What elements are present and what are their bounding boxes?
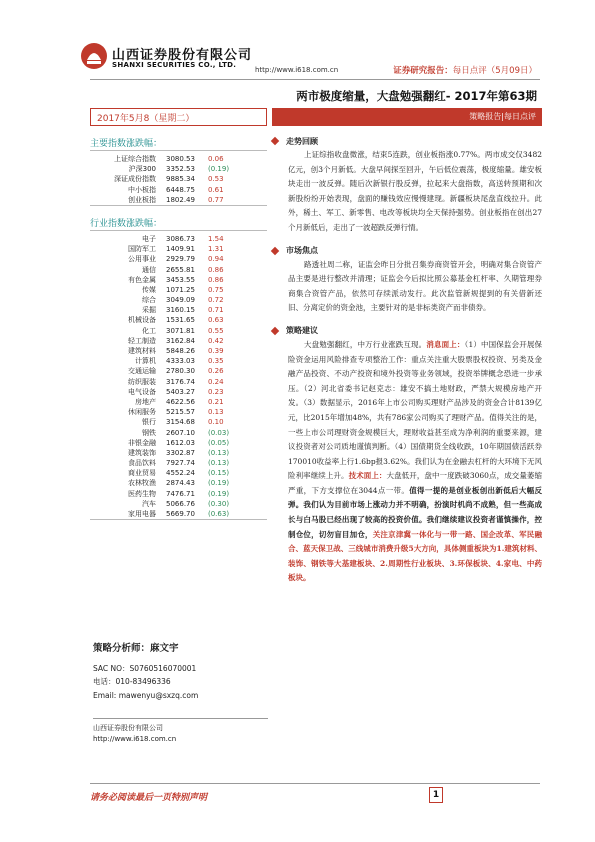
table-row	[90, 254, 267, 264]
table-row	[90, 154, 267, 164]
highlight-text: 技术面上：	[348, 471, 387, 481]
index-name: 休闲服务	[128, 408, 156, 417]
index-change: 0.86	[208, 265, 224, 274]
page-header	[0, 0, 595, 80]
table-row	[90, 164, 267, 174]
index-value: 3176.74	[166, 377, 195, 386]
index-value: 5215.57	[166, 408, 195, 417]
index-change: 0.94	[208, 255, 224, 264]
index-change: 0.39	[208, 347, 224, 355]
index-value: 3086.73	[166, 234, 195, 243]
table-row	[90, 448, 267, 458]
index-value: 1802.49	[166, 195, 195, 204]
table-row	[90, 305, 267, 315]
index-name: 机械设备	[128, 316, 156, 325]
divider	[90, 150, 267, 151]
index-name: 电子	[142, 234, 156, 243]
index-value: 4622.56	[166, 397, 195, 406]
index-change: 0.35	[208, 357, 224, 366]
analyst-email[interactable]: Email: mawenyu@sxzq.com	[93, 690, 199, 700]
index-name: 综合	[142, 296, 156, 305]
analyst-block	[93, 642, 268, 702]
index-name: 食品饮料	[128, 459, 156, 468]
highlight-text: 关注京津冀一体化与一带一路、国企改革、军民融合、蓝天保卫战、三线城市消费升级5大方向，具体侧重板块为1.建筑材料、装饰、钢铁等大基建板块、2.周期性行业板块、3.环保板块、4.家电、中药板块。	[288, 529, 542, 583]
table-row	[90, 468, 267, 478]
divider	[90, 519, 267, 520]
table-row	[90, 478, 267, 488]
table-row	[90, 346, 267, 356]
index-name: 创业板指	[128, 195, 156, 204]
index-value: 2655.81	[166, 265, 195, 274]
text-span: 大盘勉强翻红，中万行业涨跌互现。	[304, 339, 427, 349]
index-name: 交通运输	[128, 367, 156, 376]
index-name: 银行	[142, 418, 156, 427]
highlight-text: 消息面上：	[426, 339, 465, 349]
index-name: 上证综合指数	[114, 155, 156, 163]
analyst-tel: 电话：010-83496336	[93, 677, 171, 686]
table-row	[90, 326, 267, 336]
table-row	[90, 428, 267, 438]
table-row	[90, 458, 267, 468]
main-index-table	[90, 154, 267, 205]
table-row	[90, 407, 267, 417]
index-change: 0.75	[208, 285, 224, 294]
table-row	[90, 315, 267, 325]
table-row	[90, 509, 267, 519]
index-name: 汽车	[142, 499, 156, 508]
index-value: 2929.79	[166, 255, 195, 264]
index-name: 农林牧渔	[128, 479, 156, 488]
index-change: (0.30)	[208, 499, 230, 508]
index-change: 0.10	[208, 418, 224, 427]
index-name: 采掘	[142, 306, 156, 315]
section-heading	[272, 134, 542, 148]
index-name: 纺织服装	[128, 377, 156, 386]
industry-index-heading: 行业指数涨跌幅：	[90, 218, 163, 229]
index-name: 通信	[142, 265, 156, 274]
index-change: 0.23	[208, 387, 224, 396]
index-change: (0.05)	[208, 438, 230, 447]
index-change: 0.21	[208, 397, 224, 406]
index-value: 3352.53	[166, 165, 195, 174]
index-name: 家用电器	[128, 510, 156, 518]
table-row	[90, 295, 267, 305]
page-number: 1	[429, 787, 443, 803]
diamond-bullet-icon	[271, 246, 279, 254]
index-value: 3453.55	[166, 275, 195, 284]
index-value: 7927.74	[166, 459, 195, 468]
text-span: （1）中国保监会开展保险资金运用风险排查专项整治工作：重点关注重大股票股权投资、另类及金融产品投资、不动产投资和境外投资等业务领域，投资举牌概念恐进一步承压。（2）河北省委书记赵克志：雄安不搞土地财政，严禁大规模房地产开发。（3）数据显示，2016年上市公司购买理财产品涉及的资金合计8139亿元，比2015年增加48%，共有786家公司购买了理财产品。值得关注的是，一些上市公司理财资金规模巨大，理财收益甚至成为净利润的重要来源，建议投资者对公司质地谨慎判断。（4）国债期货全线收跌，10年期国债活跃券170010收益率上行1.6bp报3.62%。我们认为在金融去杠杆的大环境下无风险利率继续上升。	[288, 339, 543, 481]
table-row	[90, 275, 267, 285]
index-value: 3071.81	[166, 326, 195, 335]
table-row	[90, 356, 267, 366]
table-row	[90, 285, 267, 295]
index-name: 中小板指	[128, 185, 156, 194]
index-change: 0.71	[208, 306, 224, 315]
section-body	[272, 338, 542, 586]
index-value: 6448.75	[166, 185, 195, 194]
index-change: (0.13)	[208, 448, 230, 457]
index-value: 5669.70	[166, 510, 195, 518]
index-name: 沪深300	[128, 165, 156, 174]
diamond-bullet-icon	[271, 327, 279, 335]
index-change: 0.24	[208, 377, 224, 386]
index-change: (0.19)	[208, 479, 230, 488]
header-divider	[90, 79, 540, 80]
table-row	[90, 417, 267, 427]
sidebar	[90, 108, 267, 520]
index-change: (0.13)	[208, 459, 230, 468]
index-name: 医药生物	[128, 489, 156, 498]
index-value: 5848.26	[166, 347, 195, 355]
index-change: 0.72	[208, 296, 224, 305]
industry-index-table	[90, 234, 267, 519]
index-change: 0.53	[208, 175, 224, 184]
index-value: 3154.68	[166, 418, 195, 427]
index-name: 电气设备	[128, 387, 156, 396]
index-name: 建筑装饰	[128, 448, 156, 457]
index-name: 计算机	[135, 357, 156, 366]
index-name: 钢铁	[142, 428, 156, 437]
section-heading	[272, 324, 542, 338]
report-date: 2017年5月8（星期二）	[90, 108, 267, 126]
index-value: 3080.53	[166, 155, 195, 163]
section-body: 路透社周二称，证监会昨日分批召集券商资管开会，明确对集合资管产品主要是进行整改并清理；证监会今后拟比照公募基金杠杆率、久期管理券商集合资管产品，依然可存续派动发行。此次监管新规提到的有关借新还旧、分离定价的资金池，主要针对的是非标类资产而非债券。	[288, 259, 542, 313]
company-website[interactable]: http://www.i618.com.cn	[93, 735, 177, 743]
company-short-name: 山西证券股份有限公司	[93, 724, 163, 732]
report-type	[393, 64, 537, 76]
index-change: (0.19)	[208, 165, 230, 174]
index-change: 0.86	[208, 275, 224, 284]
index-change: (0.03)	[208, 428, 230, 437]
text-span: 大盘低开，盘中一度跌破3060点，成交量萎缩严重，下方支撑位在3044点一带。	[288, 471, 542, 495]
index-change: (0.19)	[208, 489, 230, 498]
index-value: 2874.43	[166, 479, 195, 488]
index-change: 0.42	[208, 336, 224, 345]
company-info	[93, 718, 268, 745]
footer-notice: 请务必阅读最后一页特别声明	[90, 793, 208, 803]
analyst-name: 策略分析师：麻文宇	[93, 643, 179, 654]
index-name: 商业贸易	[128, 469, 156, 478]
index-name: 公用事业	[128, 255, 156, 264]
table-row	[90, 244, 267, 254]
index-name: 建筑材料	[128, 347, 156, 355]
index-name: 轻工制造	[128, 336, 156, 345]
index-value: 5066.76	[166, 499, 195, 508]
index-value: 3302.87	[166, 448, 195, 457]
index-name: 房地产	[135, 397, 156, 406]
divider	[90, 205, 267, 206]
table-row	[90, 499, 267, 509]
table-row	[90, 265, 267, 275]
table-row	[90, 366, 267, 376]
index-value: 5403.27	[166, 387, 195, 396]
main-content	[272, 108, 542, 586]
index-change: 0.06	[208, 155, 224, 163]
analyst-sac: SAC NO：S0760516070001	[93, 663, 197, 673]
index-name: 非银金融	[128, 438, 156, 447]
index-value: 2607.10	[166, 428, 195, 437]
page-title: 两市极度缩量，大盘勉强翻红- 2017年第63期	[296, 89, 537, 103]
company-name-en: SHANXI SECURITIES CO., LTD.	[112, 61, 237, 69]
index-value: 2780.30	[166, 367, 195, 376]
index-change: 1.31	[208, 245, 224, 254]
index-change: 0.55	[208, 326, 224, 335]
company-name-cn: 山西证券股份有限公司	[112, 48, 253, 63]
index-value: 4552.24	[166, 469, 195, 478]
index-value: 1409.91	[166, 245, 195, 254]
index-change: 0.13	[208, 408, 224, 417]
index-name: 深证成份指数	[114, 175, 156, 184]
index-name: 传媒	[142, 285, 156, 294]
section-title: 走势回顾	[286, 136, 318, 146]
table-row	[90, 397, 267, 407]
index-name: 化工	[142, 326, 156, 335]
footer-divider	[90, 783, 540, 784]
index-change: (0.15)	[208, 469, 230, 478]
index-name: 有色金属	[128, 275, 156, 284]
index-value: 3049.09	[166, 296, 195, 305]
table-row	[90, 195, 267, 205]
index-change: 0.61	[208, 185, 224, 194]
table-row	[90, 489, 267, 499]
report-type-value: 每日点评（5月09日）	[452, 66, 537, 76]
table-row	[90, 377, 267, 387]
index-value: 9885.34	[166, 175, 195, 184]
section-heading	[272, 244, 542, 258]
index-value: 1612.03	[166, 438, 195, 447]
index-value: 4333.03	[166, 357, 195, 366]
main-top-label: 策略报告|每日点评	[272, 108, 542, 126]
index-value: 3162.84	[166, 336, 195, 345]
bold-text: 值得一提的是创业板创出新低后大幅反弹。我们认为目前市场上涨动力并不明确，扮演时机尚不成熟，但一些高成长与白马股已经出现了较高的投资价值。我们继续建议投资者谨慎操作，控制仓位，切勿盲目加仓，	[288, 485, 543, 539]
diamond-bullet-icon	[271, 137, 279, 145]
company-url[interactable]: http://www.i618.com.cn	[255, 66, 339, 74]
index-value: 1071.25	[166, 285, 195, 294]
index-value: 7476.71	[166, 489, 195, 498]
table-row	[90, 438, 267, 448]
table-row	[90, 387, 267, 397]
index-value: 1531.65	[166, 316, 195, 325]
table-row	[90, 234, 267, 244]
table-row	[90, 185, 267, 195]
index-value: 3160.15	[166, 306, 195, 315]
section-body: 上证综指收盘微涨，结束5连跌，创业板指涨0.77%。两市成交仅3482亿元，创3个月新低。大盘早间探至回升，午后低位震荡，极度缩量。雄安板块走出一波反弹。随后次新银行股反弹，拉起来大盘指数，高送转预期和次新股纷纷开始表现，盘面的赚钱效应慢慢建现。新疆板块尾盘直线拉升。此外，稀土、军工、新零售、电改等板块均全天保持强势。创业板指在创出27个月新低后，走出了一波超跌反弹行情。	[288, 150, 542, 232]
company-logo-icon	[80, 42, 108, 70]
index-change: 0.26	[208, 367, 224, 376]
divider	[90, 230, 267, 231]
index-name: 国防军工	[128, 245, 156, 254]
index-change: 0.63	[208, 316, 224, 325]
table-row	[90, 336, 267, 346]
index-change: (0.63)	[208, 510, 230, 518]
table-row	[90, 174, 267, 184]
section-title: 策略建议	[286, 326, 318, 336]
section-title: 市场焦点	[286, 246, 318, 256]
index-change: 0.77	[208, 195, 224, 204]
index-change: 1.54	[208, 234, 224, 243]
report-label: 证券研究报告：	[393, 66, 453, 76]
main-index-heading: 主要指数涨跌幅：	[90, 139, 163, 149]
